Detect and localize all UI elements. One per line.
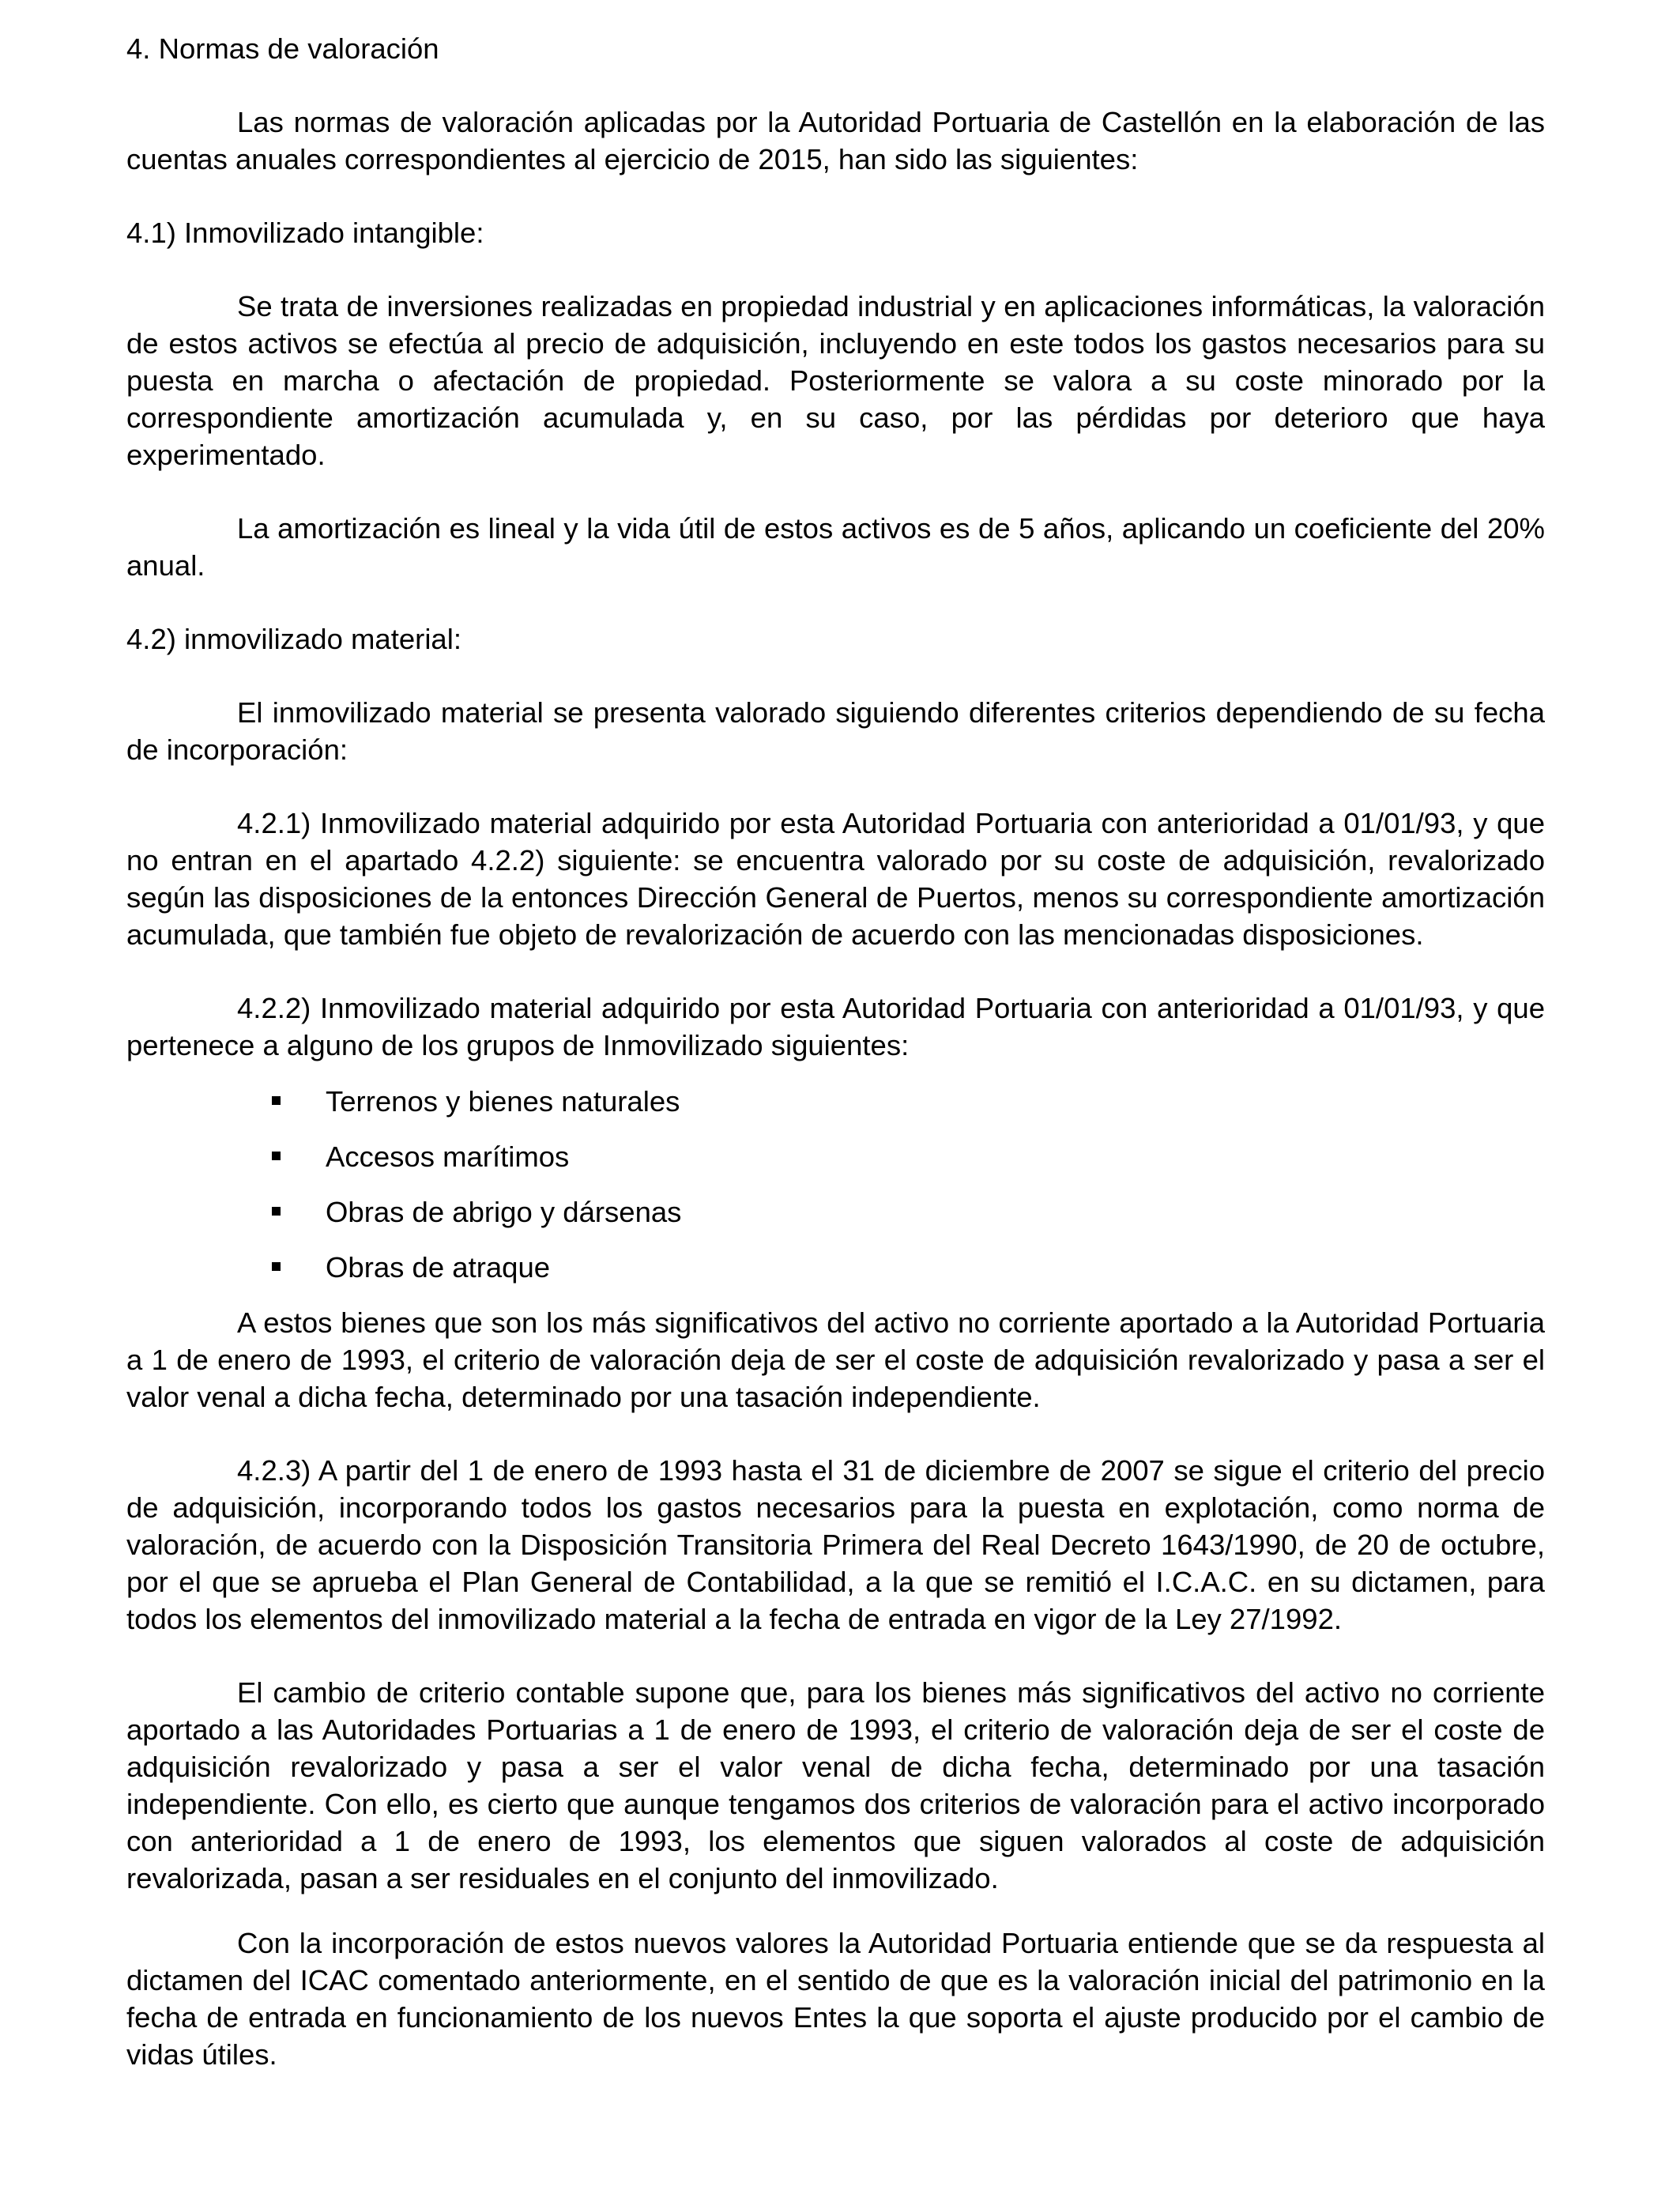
list-item-text: Terrenos y bienes naturales xyxy=(326,1085,680,1118)
paragraph-4-2-intro: El inmovilizado material se presenta valorado siguiendo diferentes criterios dependiendo de su fecha de incorporación: xyxy=(126,696,1545,766)
list-item xyxy=(126,1138,1545,1175)
square-bullet-icon xyxy=(272,1096,281,1105)
paragraph-after-bullets: A estos bienes que son los más significativos del activo no corriente aportado a la Autoridad Portuaria a 1 de enero de 1993, el criterio de valoración deja de ser el coste de adquisición revalorizado y pasa a ser el valor venal a dicha fecha, determinado por una tasación independiente. xyxy=(126,1306,1545,1413)
section-title: 4. Normas de valoración xyxy=(126,32,439,65)
paragraph-final: Con la incorporación de estos nuevos valores la Autoridad Portuaria entiende que se da respuesta al dictamen del ICAC comentado anteriormente, en el sentido de que es la valoración inicial del patrimonio en la fecha de entrada en funcionamiento de los nuevos Entes la que soporta el ajuste producido por el cambio de vidas útiles. xyxy=(126,1927,1545,2071)
list-item xyxy=(126,1249,1545,1286)
heading-4-1: 4.1) Inmovilizado intangible: xyxy=(126,217,484,249)
paragraph-4-2-3: 4.2.3) A partir del 1 de enero de 1993 hasta el 31 de diciembre de 2007 se sigue el criterio del precio de adquisición, incorporando todos los gastos necesarios para la puesta en explotación, como norma de valoración, de acuerdo con la Disposición Transitoria Primera del Real Decreto 1643/1990, de 20 de octubre, por el que se aprueba el Plan General de Contabilidad, a la que se remitió el I.C.A.C. en su dictamen, para todos los elementos del inmovilizado material a la fecha de entrada en vigor de la Ley 27/1992. xyxy=(126,1454,1545,1635)
paragraph-4-2-2: 4.2.2) Inmovilizado material adquirido por esta Autoridad Portuaria con anterioridad a 01/01/93, y que pertenece a alguno de los grupos de Inmovilizado siguientes: xyxy=(126,992,1545,1061)
paragraph-4-1-amortization: La amortización es lineal y la vida útil de estos activos es de 5 años, aplicando un coeficiente del 20% anual. xyxy=(126,512,1545,582)
list-item xyxy=(126,1083,1545,1120)
list-item-text: Obras de abrigo y dársenas xyxy=(326,1196,682,1228)
square-bullet-icon xyxy=(272,1262,281,1271)
paragraph-4-2-1: 4.2.1) Inmovilizado material adquirido por esta Autoridad Portuaria con anterioridad a 01/01/93, y que no entran en el apartado 4.2.2) siguiente: se encuentra valorado por su coste de adquisición, revalorizado según las disposiciones de la entonces Dirección General de Puertos, menos su correspondiente amortización acumulada, que también fue objeto de revalorización de acuerdo con las mencionadas disposiciones. xyxy=(126,807,1545,951)
paragraph-criteria-change: El cambio de criterio contable supone que, para los bienes más significativos del activo no corriente aportado a las Autoridades Portuarias a 1 de enero de 1993, el criterio de valoración deja de ser el coste de adquisición revalorizado y pasa a ser el valor venal de dicha fecha, determinado por una tasación independiente. Con ello, es cierto que aunque tengamos dos criterios de valoración para el activo incorporado con anterioridad a 1 de enero de 1993, los elementos que siguen valorados al coste de adquisición revalorizada, pasan a ser residuales en el conjunto del inmovilizado. xyxy=(126,1676,1545,1894)
intro-paragraph: Las normas de valoración aplicadas por la Autoridad Portuaria de Castellón en la elaboración de las cuentas anuales correspondientes al ejercicio de 2015, han sido las siguientes: xyxy=(126,106,1545,175)
asset-group-list xyxy=(126,1083,1545,1286)
list-item-text: Accesos marítimos xyxy=(326,1140,570,1173)
list-item xyxy=(126,1193,1545,1231)
list-item-text: Obras de atraque xyxy=(326,1251,551,1284)
document-page xyxy=(126,30,1545,2109)
square-bullet-icon xyxy=(272,1152,281,1160)
heading-4-2: 4.2) inmovilizado material: xyxy=(126,623,461,655)
paragraph-4-1-description: Se trata de inversiones realizadas en propiedad industrial y en aplicaciones informáticas, la valoración de estos activos se efectúa al precio de adquisición, incluyendo en este todos los gastos necesarios para su puesta en marcha o afectación de propiedad. Posteriormente se valora a su coste minorado por la correspondiente amortización acumulada y, en su caso, por las pérdidas por deterioro que haya experimentado. xyxy=(126,290,1545,471)
square-bullet-icon xyxy=(272,1207,281,1216)
